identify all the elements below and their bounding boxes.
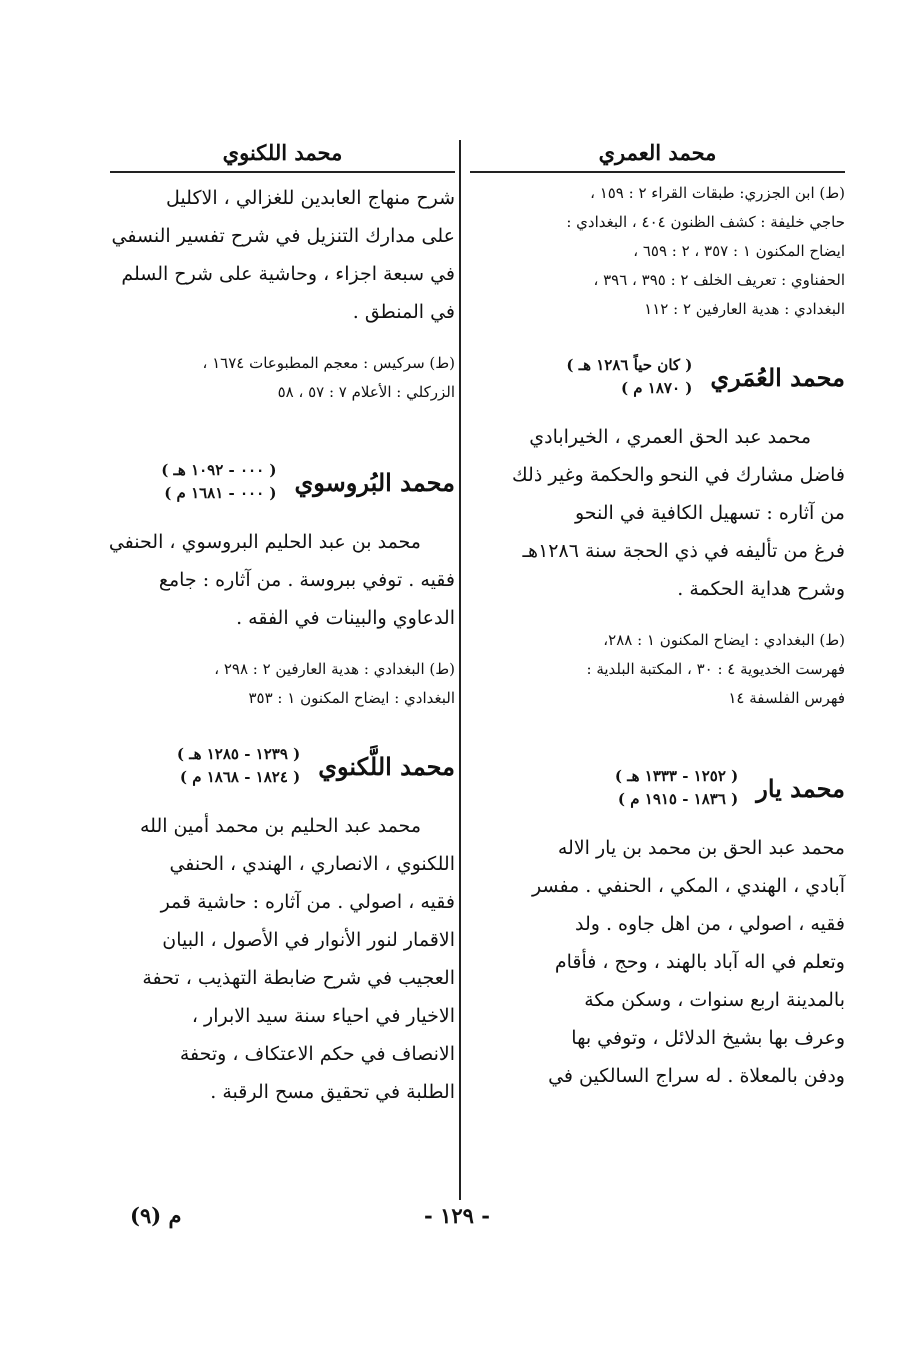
gregorian-date: ( ٠٠٠ - ١٦٨١ م )	[164, 484, 277, 502]
entry-dates	[615, 765, 738, 811]
printer-signature-mark: م (٩)	[130, 1203, 182, 1228]
entry-heading-yar	[470, 765, 845, 811]
reference-line: فهرست الخديوية ٤ : ٣٠ ، المكتبة البلدية :	[586, 660, 845, 678]
column-divider	[459, 140, 461, 1200]
entry-heading-umari	[470, 354, 845, 400]
body-line: فرغ من تأليفه في ذي الحجة سنة ١٢٨٦هـ	[522, 540, 845, 562]
reference-line: (ط) ابن الجزري: طبقات القراء ۲ : ١٥٩ ،	[590, 184, 845, 202]
reference-line: البغدادي : ايضاح المكنون ١ : ٣٥٣	[248, 689, 455, 707]
body-line: وشرح هداية الحكمة .	[677, 578, 845, 600]
right-column	[470, 135, 845, 1095]
body-line: محمد عبد الحليم بن محمد أمين الله	[139, 815, 421, 837]
hijri-date: ( كان حياً ١٢٨٦ هـ )	[566, 356, 693, 374]
body-line: فاضل مشارك في النحو والحكمة وغير ذلك	[512, 464, 845, 486]
gregorian-date: ( ١٨٧٠ م )	[620, 379, 693, 397]
entry-name: محمد اللَّكنوي	[318, 751, 455, 781]
body-line: في سبعة اجزاء ، وحاشية على شرح السلم	[121, 263, 455, 285]
entry-body-umari	[470, 418, 845, 608]
gregorian-date: ( ١٨٣٦ - ١٩١٥ م )	[617, 790, 739, 808]
body-line: الطلبة في تحقيق مسح الرقبة .	[210, 1081, 455, 1103]
right-top-references	[470, 179, 845, 324]
entry-body-laknawi	[110, 807, 455, 1111]
body-line: آبادي ، الهندي ، المكي ، الحنفي . مفسر	[532, 875, 845, 897]
body-line: شرح منهاج العابدين للغزالي ، الاكليل	[166, 187, 455, 209]
left-column	[110, 135, 455, 1111]
entry-dates	[566, 354, 692, 400]
reference-line: البغدادي : هدية العارفين ۲ : ١١٢	[644, 300, 845, 318]
entry-heading-burusawi	[110, 459, 455, 505]
left-column-header: محمد اللكنوي	[110, 135, 455, 173]
hijri-date: ( ٠٠٠ - ١٠٩٢ هـ )	[161, 461, 277, 479]
left-top-references	[110, 349, 455, 407]
hijri-date: ( ١٢٥٢ - ١٣٣٣ هـ )	[614, 767, 739, 785]
reference-line: حاجي خليفة : كشف الظنون ٤٠٤ ، البغدادي :	[566, 213, 845, 231]
entry-references-burusawi	[110, 655, 455, 713]
body-line: اللكنوي ، الانصاري ، الهندي ، الحنفي	[169, 853, 455, 875]
body-line: من آثاره : تسهيل الكافية في النحو	[574, 502, 845, 524]
reference-line: الزركلي : الأعلام ٧ : ٥٧ ، ٥٨	[277, 383, 455, 401]
body-line: على مدارك التنزيل في شرح تفسير النسفي	[111, 225, 455, 247]
hijri-date: ( ١٢٣٩ - ١٢٨٥ هـ )	[176, 745, 301, 763]
entry-name: محمد البُروسوي	[294, 467, 455, 497]
entry-body-burusawi	[110, 523, 455, 637]
reference-line: ايضاح المكنون ١ : ٣٥٧ ، ٢ : ٦٥٩ ،	[633, 242, 845, 260]
body-line: فقيه . توفي ببروسة . من آثاره : جامع	[158, 569, 455, 591]
gregorian-date: ( ١٨٢٤ - ١٨٦٨ م )	[179, 768, 301, 786]
entry-heading-laknawi	[110, 743, 455, 789]
entry-name: محمد العُمَري	[710, 362, 845, 392]
body-line: وعرف بها بشيخ الدلائل ، وتوفي بها	[571, 1027, 845, 1049]
entry-dates	[177, 743, 300, 789]
body-line: الاقمار لنور الأنوار في الأصول ، البيان	[162, 929, 455, 951]
body-line: الاخيار في احياء سنة سيد الابرار ،	[191, 1005, 455, 1027]
entry-body-yar	[470, 829, 845, 1095]
page-number: - ١٢٩ -	[424, 1203, 490, 1228]
body-line: محمد بن عبد الحليم البروسوي ، الحنفي	[108, 531, 421, 553]
body-line: فقيه ، اصولي ، من اهل جاوه . ولد	[574, 913, 845, 935]
reference-line: (ط) البغدادي : هدية العارفين ۲ : ٢٩٨ ،	[214, 660, 455, 678]
body-line: فقيه ، اصولي . من آثاره : حاشية قمر	[160, 891, 455, 913]
body-line: محمد عبد الحق العمري ، الخيرابادي	[529, 426, 811, 448]
entry-name: محمد يار	[756, 773, 845, 803]
reference-line: الحفناوي : تعريف الخلف ۲ : ٣٩٥ ، ٣٩٦ ،	[593, 271, 845, 289]
entry-dates	[161, 459, 276, 505]
entry-references-umari	[470, 626, 845, 713]
body-line: الانصاف في حكم الاعتكاف ، وتحفة	[179, 1043, 455, 1065]
body-line: ودفن بالمعلاة . له سراج السالكين في	[548, 1065, 845, 1087]
reference-line: فهرس الفلسفة ١٤	[728, 689, 845, 707]
left-top-body	[110, 179, 455, 331]
body-line: بالمدينة اربع سنوات ، وسكن مكة	[584, 989, 845, 1011]
right-column-header: محمد العمري	[470, 135, 845, 173]
reference-line: (ط) البغدادي : ايضاح المكنون ١ : ٢٨٨،	[603, 631, 845, 649]
body-line: العجيب في شرح ضابطة التهذيب ، تحفة	[142, 967, 455, 989]
body-line: وتعلم في اله آباد بالهند ، وحج ، فأقام	[554, 951, 845, 973]
body-line: الدعاوي والبينات في الفقه .	[236, 607, 455, 629]
body-line: محمد عبد الحق بن محمد بن يار الاله	[557, 837, 845, 859]
body-line: في المنطق .	[352, 301, 455, 323]
reference-line: (ط) سركيس : معجم المطبوعات ١٦٧٤ ،	[202, 354, 455, 372]
